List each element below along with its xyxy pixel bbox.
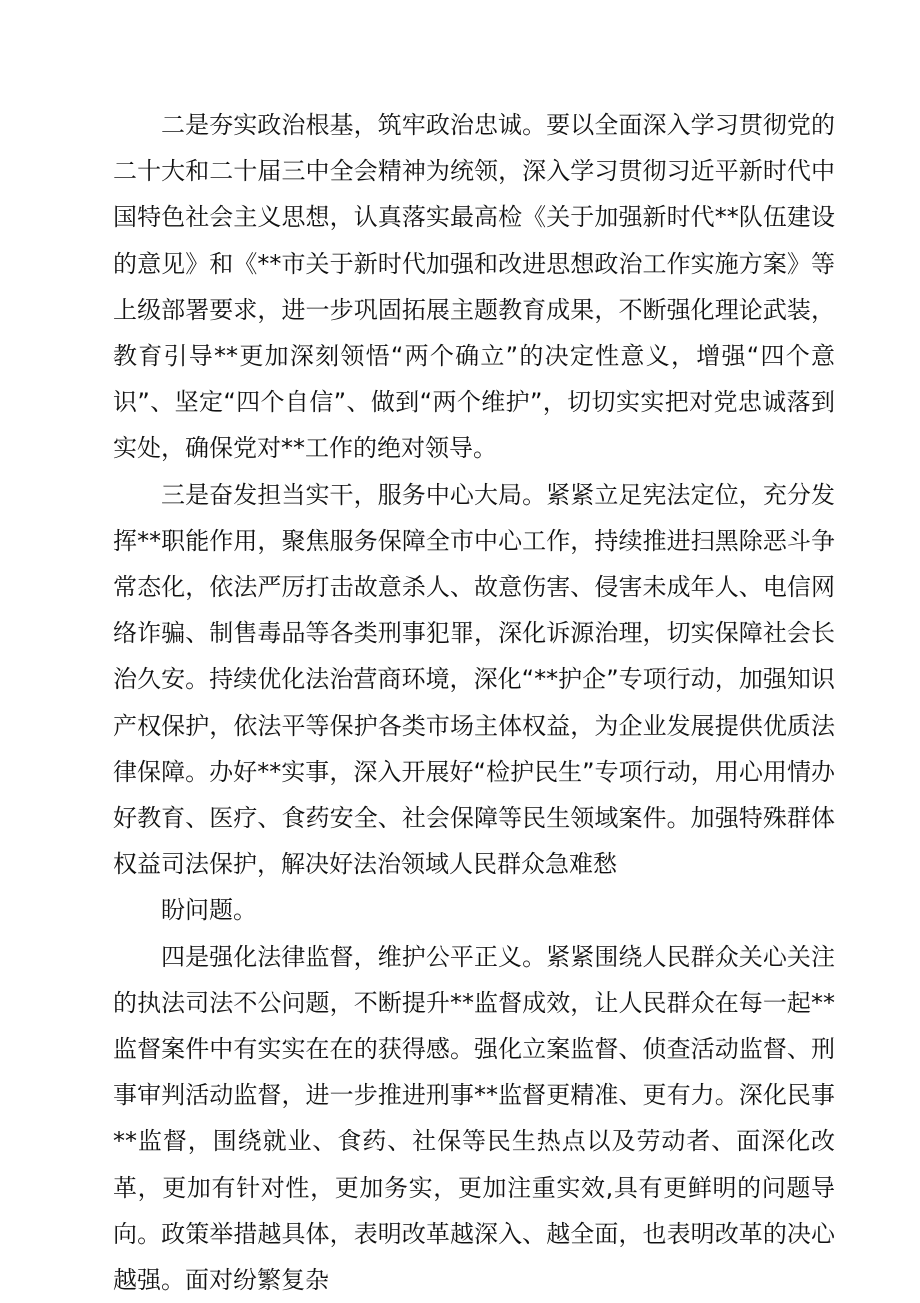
paragraph-service: 三是奋发担当实干，服务中心大局。紧紧立足宪法定位，充分发挥**职能作用，聚焦服务保障全市中心工作，持续推进扫黑除恶斗争常态化，依法严厉打击故意杀人、故意伤害、侵害未成年人、电信网络诈骗、制售毒品等各类刑事犯罪，深化诉源治理，切实保障社会长治久安。持续优化法治营商环境，深化“**护企”专项行动，加强知识产权保护，依法平等保护各类市场主体权益，为企业发展提供优质法律保障。办好**实事，深入开展好“检护民生”专项行动，用心用情办好教育、医疗、食药安全、社会保障等民生领域案件。加强特殊群体权益司法保护，解决好法治领域人民群众急难愁 [113,480,835,879]
paragraph-fragment: 盼问题。 [161,896,257,925]
paragraph-politics: 二是夯实政治根基，筑牢政治忠诚。要以全面深入学习贯彻党的二十大和二十届三中全会精神为统领，深入学习贯彻习近平新时代中国特色社会主义思想，认真落实最高检《关于加强新时代**队伍建设的意见》和《**市关于新时代加强和改进思想政治工作实施方案》等上级部署要求，进一步巩固拓展主题教育成果，不断强化理论武装，教育引导**更加深刻领悟“两个确立”的决定性意义，增强“四个意识”、坚定“四个自信”、做到“两个维护”，切切实实把对党忠诚落到实处，确保党对**工作的绝对领导。 [113,111,835,463]
paragraph-supervision: 四是强化法律监督，维护公平正义。紧紧围绕人民群众关心关注的执法司法不公问题，不断提升**监督成效，让人民群众在每一起**监督案件中有实实在在的获得感。强化立案监督、侦查活动监督、刑事审判活动监督，进一步推进刑事**监督更精准、更有力。深化民事**监督，围绕就业、食药、社保等民生热点以及劳动者、面深化改革，更加有针对性，更加务实，更加注重实效,具有更鲜明的问题导向。政策举措越具体，表明改革越深入、越全面，也表明改革的决心越强。面对纷繁复杂 [113,942,835,1295]
document-body [113,102,835,1303]
